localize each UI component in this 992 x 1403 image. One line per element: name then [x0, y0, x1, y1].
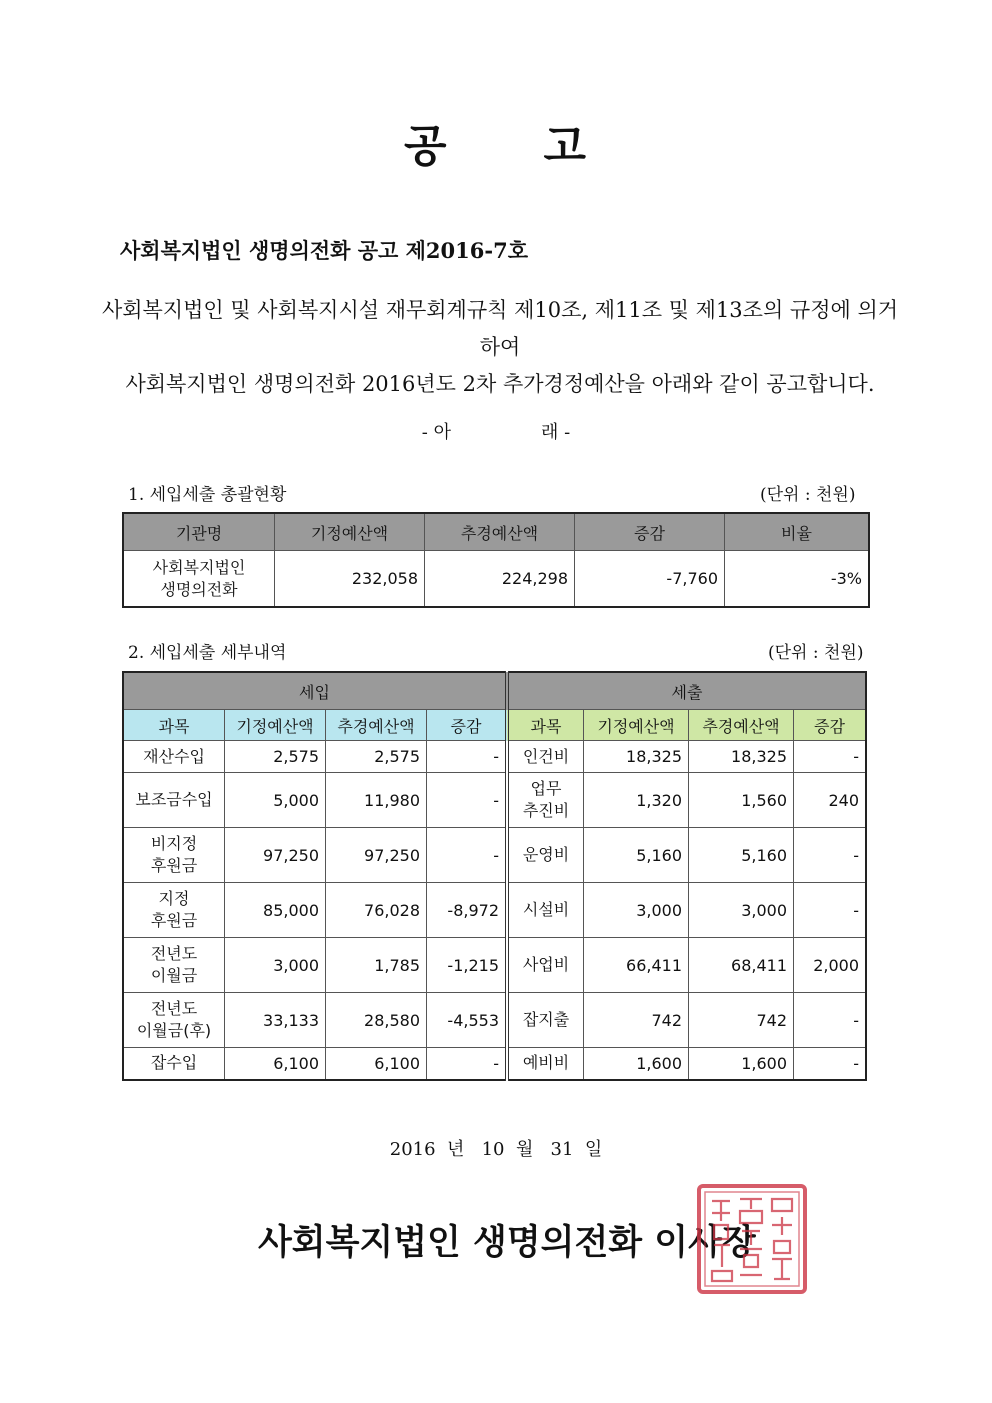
- expense-revised: 5,160: [689, 828, 794, 883]
- expense-item: 잡지출: [507, 993, 584, 1048]
- notice-number: 사회복지법인 생명의전화 공고 제2016-7호: [120, 238, 528, 263]
- section2-title: 2. 세입세출 세부내역: [128, 643, 287, 663]
- revenue-item: 재산수입: [123, 741, 225, 773]
- summary-ratio: -3%: [725, 551, 870, 608]
- revenue-item: 전년도 이월금(후): [123, 993, 225, 1048]
- revenue-item: 잡수입: [123, 1048, 225, 1080]
- expense-revised: 742: [689, 993, 794, 1048]
- summary-row: [123, 551, 869, 608]
- detail-row: [123, 773, 866, 828]
- detail-row: [123, 938, 866, 993]
- summary-header-revised: 추경예산액: [425, 513, 575, 551]
- detail-row: [123, 883, 866, 938]
- revenue-existing: 3,000: [225, 938, 326, 993]
- expense-revised: 1,560: [689, 773, 794, 828]
- revenue-change: -8,972: [427, 883, 508, 938]
- summary-table: [122, 512, 870, 608]
- expense-change: 2,000: [794, 938, 867, 993]
- detail-table: [122, 671, 867, 1081]
- page-title: [0, 110, 992, 174]
- notice-date: [0, 1135, 992, 1161]
- summary-org: [123, 551, 275, 608]
- signer: 사회복지법인 생명의전화 이사장: [258, 1223, 756, 1263]
- below-heading: [0, 418, 992, 444]
- date-month: 10: [481, 1139, 505, 1160]
- below-right: 래 -: [541, 422, 571, 443]
- expense-revised: 3,000: [689, 883, 794, 938]
- revenue-item: 비지정 후원금: [123, 828, 225, 883]
- expense-item: 사업비: [507, 938, 584, 993]
- revenue-change: -1,215: [427, 938, 508, 993]
- expense-change: -: [794, 883, 867, 938]
- detail-row: [123, 1048, 866, 1080]
- expense-revised: 18,325: [689, 741, 794, 773]
- revenue-revised: 11,980: [326, 773, 427, 828]
- detail-row: [123, 993, 866, 1048]
- expense-existing: 18,325: [584, 741, 689, 773]
- expense-item: 시설비: [507, 883, 584, 938]
- section1-title: 1. 세입세출 총괄현황: [128, 485, 287, 505]
- revenue-revised: 2,575: [326, 741, 427, 773]
- revenue-revised: 76,028: [326, 883, 427, 938]
- revenue-change: -: [427, 1048, 508, 1080]
- expense-item: 예비비: [507, 1048, 584, 1080]
- revenue-group-header: 세입: [123, 672, 507, 710]
- expense-group-header: 세출: [507, 672, 866, 710]
- revenue-existing: 33,133: [225, 993, 326, 1048]
- detail-group-row: [123, 672, 866, 710]
- expense-header-existing: 기정예산액: [584, 710, 689, 741]
- summary-header-change: 증감: [575, 513, 725, 551]
- revenue-revised: 6,100: [326, 1048, 427, 1080]
- revenue-change: -: [427, 773, 508, 828]
- summary-header-row: [123, 513, 869, 551]
- summary-revised: 224,298: [425, 551, 575, 608]
- revenue-existing: 5,000: [225, 773, 326, 828]
- revenue-item: 전년도 이월금: [123, 938, 225, 993]
- revenue-change: -4,553: [427, 993, 508, 1048]
- date-day-unit: 일: [584, 1139, 603, 1160]
- revenue-revised: 1,785: [326, 938, 427, 993]
- expense-header-item: 과목: [507, 710, 584, 741]
- revenue-existing: 6,100: [225, 1048, 326, 1080]
- revenue-revised: 97,250: [326, 828, 427, 883]
- revenue-existing: 85,000: [225, 883, 326, 938]
- expense-change: 240: [794, 773, 867, 828]
- date-year-unit: 년: [447, 1139, 465, 1160]
- expense-change: -: [794, 993, 867, 1048]
- body-text: [100, 292, 900, 403]
- revenue-change: -: [427, 828, 508, 883]
- body-line-2: 사회복지법인 생명의전화 2016년도 2차 추가경정예산을 아래와 같이 공고합니다.: [125, 372, 875, 396]
- title-char-1: 공: [403, 121, 449, 172]
- expense-existing: 742: [584, 993, 689, 1048]
- official-seal-icon: [696, 1183, 808, 1295]
- section1-unit: (단위 : 천원): [760, 485, 856, 505]
- revenue-change: -: [427, 741, 508, 773]
- expense-existing: 5,160: [584, 828, 689, 883]
- summary-header-org: 기관명: [123, 513, 275, 551]
- detail-row: [123, 741, 866, 773]
- expense-existing: 3,000: [584, 883, 689, 938]
- expense-revised: 1,600: [689, 1048, 794, 1080]
- below-left: - 아: [421, 422, 451, 443]
- revenue-header-change: 증감: [427, 710, 508, 741]
- summary-header-existing: 기정예산액: [275, 513, 425, 551]
- detail-sub-header-row: [123, 710, 866, 741]
- date-day: 31: [550, 1139, 574, 1160]
- detail-body: [123, 741, 866, 1080]
- expense-header-revised: 추경예산액: [689, 710, 794, 741]
- expense-item: 업무 추진비: [507, 773, 584, 828]
- revenue-header-revised: 추경예산액: [326, 710, 427, 741]
- summary-org-line2: 생명의전화: [160, 579, 238, 599]
- expense-header-change: 증감: [794, 710, 867, 741]
- revenue-item: 보조금수입: [123, 773, 225, 828]
- expense-existing: 1,320: [584, 773, 689, 828]
- summary-header-ratio: 비율: [725, 513, 870, 551]
- body-line-1: 사회복지법인 및 사회복지시설 재무회계규칙 제10조, 제11조 및 제13조의 규정에 의거하여: [101, 298, 899, 359]
- date-year: 2016: [389, 1139, 436, 1160]
- expense-change: -: [794, 828, 867, 883]
- expense-existing: 66,411: [584, 938, 689, 993]
- detail-row: [123, 828, 866, 883]
- expense-change: -: [794, 1048, 867, 1080]
- date-month-unit: 월: [515, 1139, 534, 1160]
- revenue-revised: 28,580: [326, 993, 427, 1048]
- revenue-header-existing: 기정예산액: [225, 710, 326, 741]
- expense-revised: 68,411: [689, 938, 794, 993]
- expense-change: -: [794, 741, 867, 773]
- expense-existing: 1,600: [584, 1048, 689, 1080]
- expense-item: 운영비: [507, 828, 584, 883]
- summary-existing: 232,058: [275, 551, 425, 608]
- summary-org-line1: 사회복지법인: [152, 557, 246, 577]
- section2-unit: (단위 : 천원): [768, 643, 864, 663]
- revenue-existing: 97,250: [225, 828, 326, 883]
- summary-change: -7,760: [575, 551, 725, 608]
- revenue-header-item: 과목: [123, 710, 225, 741]
- title-char-2: 고: [543, 121, 589, 172]
- expense-item: 인건비: [507, 741, 584, 773]
- revenue-item: 지정 후원금: [123, 883, 225, 938]
- revenue-existing: 2,575: [225, 741, 326, 773]
